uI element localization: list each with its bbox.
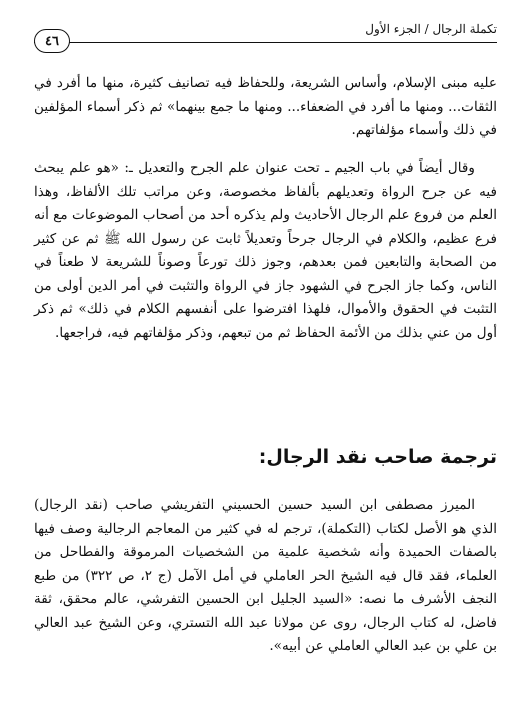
paragraph-2: وقال أيضاً في باب الجيم ـ تحت عنوان علم الجرح والتعديل ـ: «هو علم يبحث فيه عن جرح الرواة وتعديلهم بألفاظ مخصوصة، وعن مراتب تلك الألفاظ، وهذا العلم من فروع علم الرجال الأحاديث ولم يذكره أحد من أصحاب الموضوعات مع أنه فرع عظيم، والكلام في الرجال جرحاً وتعديلاً ثابت عن رسول الله ﷺ ثم عن كثير من الصحابة والتابعين فمن بعدهم، وجوز ذلك تورعاً وصوناً للشريعة لا طعناً في الناس، وكما جاز الجرح في الشهود جاز في الرواة والتثبت في أمر الدين أولى من التثبت في الحقوق والأموال، فلهذا افترضوا على أنفسهم الكلام في ذلك» ثم ذكر أول من عني بذلك من الأئمة الحفاظ ثم من تبعهم، وذكر مؤلفاتهم فيه، فراجعها. <box>34 160 497 341</box>
header-rule <box>34 42 497 43</box>
page-number: ٤٦ <box>34 29 70 53</box>
paragraph-3: الميرز مصطفى ابن السيد حسين الحسيني التفريشي صاحب (نقد الرجال) الذي هو الأصل لكتاب (التكملة)، ترجم له في كثير من المعاجم الرجالية وصف فيها بالصفات الحميدة وأنه شخصية علمية من الشخصيات المرموقة والفطاحل من العلماء، فقد قال فيه الشيخ الحر العاملي في أمل الآمل (ج ٢، ص ٣٢٢) من طبع النجف الأشرف ما نصه: «السيد الجليل ابن الحسين التفرشي، عالم محقق، ثقة فاضل، له كتاب الرجال، روى عن مولانا عبد الله التستري، وعن الشيخ عبد العالي بن علي بن عبد العالي العاملي عن أبيه». <box>34 497 498 654</box>
running-title: تكملة الرجال / الجزء الأول <box>365 22 497 36</box>
page-header <box>34 16 497 49</box>
paragraph-1: عليه مبنى الإسلام، وأساس الشريعة، وللحفاظ فيه تصانيف كثيرة، منها ما أفرد في الثقات... ومنها ما أفرد في الضعفاء... ومنها ما جمع بينهما» ثم ذكر أسماء المؤلفين في ذلك وأسماء مؤلفاتهم. <box>34 75 497 138</box>
section-heading: ترجمة صاحب نقد الرجال: <box>258 446 497 468</box>
